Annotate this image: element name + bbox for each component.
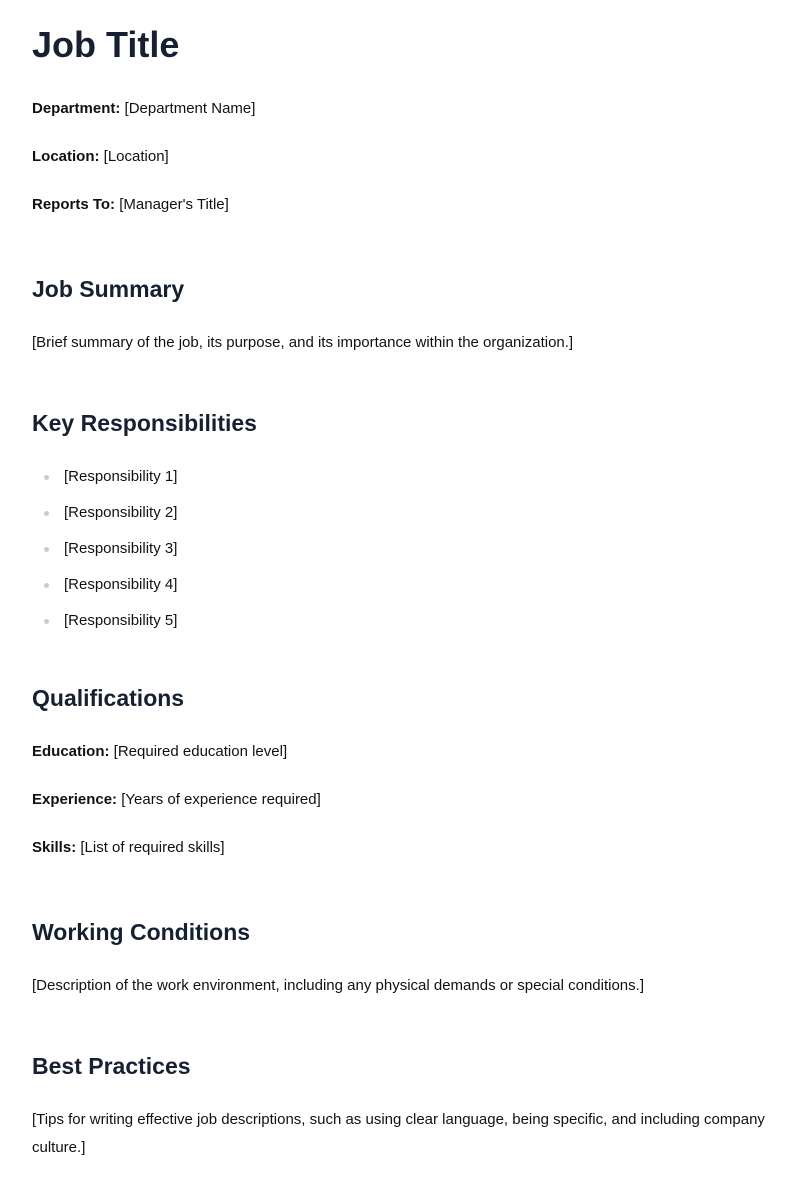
location-field	[32, 147, 768, 167]
bullet-icon	[44, 619, 49, 624]
reports-to-field	[32, 195, 768, 215]
skills-field	[32, 838, 768, 858]
key-responsibilities-heading: Key Responsibilities	[32, 410, 257, 436]
responsibilities-list	[32, 467, 768, 631]
skills-value: [List of required skills]	[80, 839, 225, 856]
reports-to-label: Reports To:	[32, 196, 116, 213]
location-label: Location:	[32, 148, 100, 165]
working-conditions-heading: Working Conditions	[32, 919, 251, 945]
responsibility-text: [Responsibility 1]	[64, 468, 178, 485]
job-summary-heading: Job Summary	[32, 276, 185, 302]
education-label: Education:	[32, 743, 110, 760]
working-conditions-text: [Description of the work environment, including any physical demands or special conditions.]	[32, 977, 644, 994]
experience-value: [Years of experience required]	[121, 791, 321, 808]
experience-field	[32, 790, 768, 810]
bullet-icon	[44, 547, 49, 552]
department-field	[32, 99, 768, 119]
list-item	[32, 575, 768, 595]
responsibility-text: [Responsibility 3]	[64, 540, 178, 557]
list-item	[32, 467, 768, 487]
experience-label: Experience:	[32, 791, 118, 808]
reports-to-value: [Manager's Title]	[119, 196, 229, 213]
best-practices-heading: Best Practices	[32, 1053, 191, 1079]
qualifications-heading: Qualifications	[32, 685, 185, 711]
job-summary-text: [Brief summary of the job, its purpose, and its importance within the organization.]	[32, 334, 574, 351]
list-item	[32, 503, 768, 523]
bullet-icon	[44, 511, 49, 516]
responsibility-text: [Responsibility 4]	[64, 576, 178, 593]
best-practices-text: [Tips for writing effective job descriptions, such as using clear language, being specific, and including company culture.]	[32, 1111, 765, 1156]
page-title: Job Title	[32, 24, 180, 65]
department-label: Department:	[32, 100, 121, 117]
list-item	[32, 539, 768, 559]
department-value: [Department Name]	[124, 100, 256, 117]
responsibility-text: [Responsibility 5]	[64, 612, 178, 629]
skills-label: Skills:	[32, 839, 77, 856]
education-field	[32, 742, 768, 762]
responsibility-text: [Responsibility 2]	[64, 504, 178, 521]
list-item	[32, 611, 768, 631]
bullet-icon	[44, 583, 49, 588]
education-value: [Required education level]	[113, 743, 288, 760]
bullet-icon	[44, 475, 49, 480]
location-value: [Location]	[103, 148, 169, 165]
